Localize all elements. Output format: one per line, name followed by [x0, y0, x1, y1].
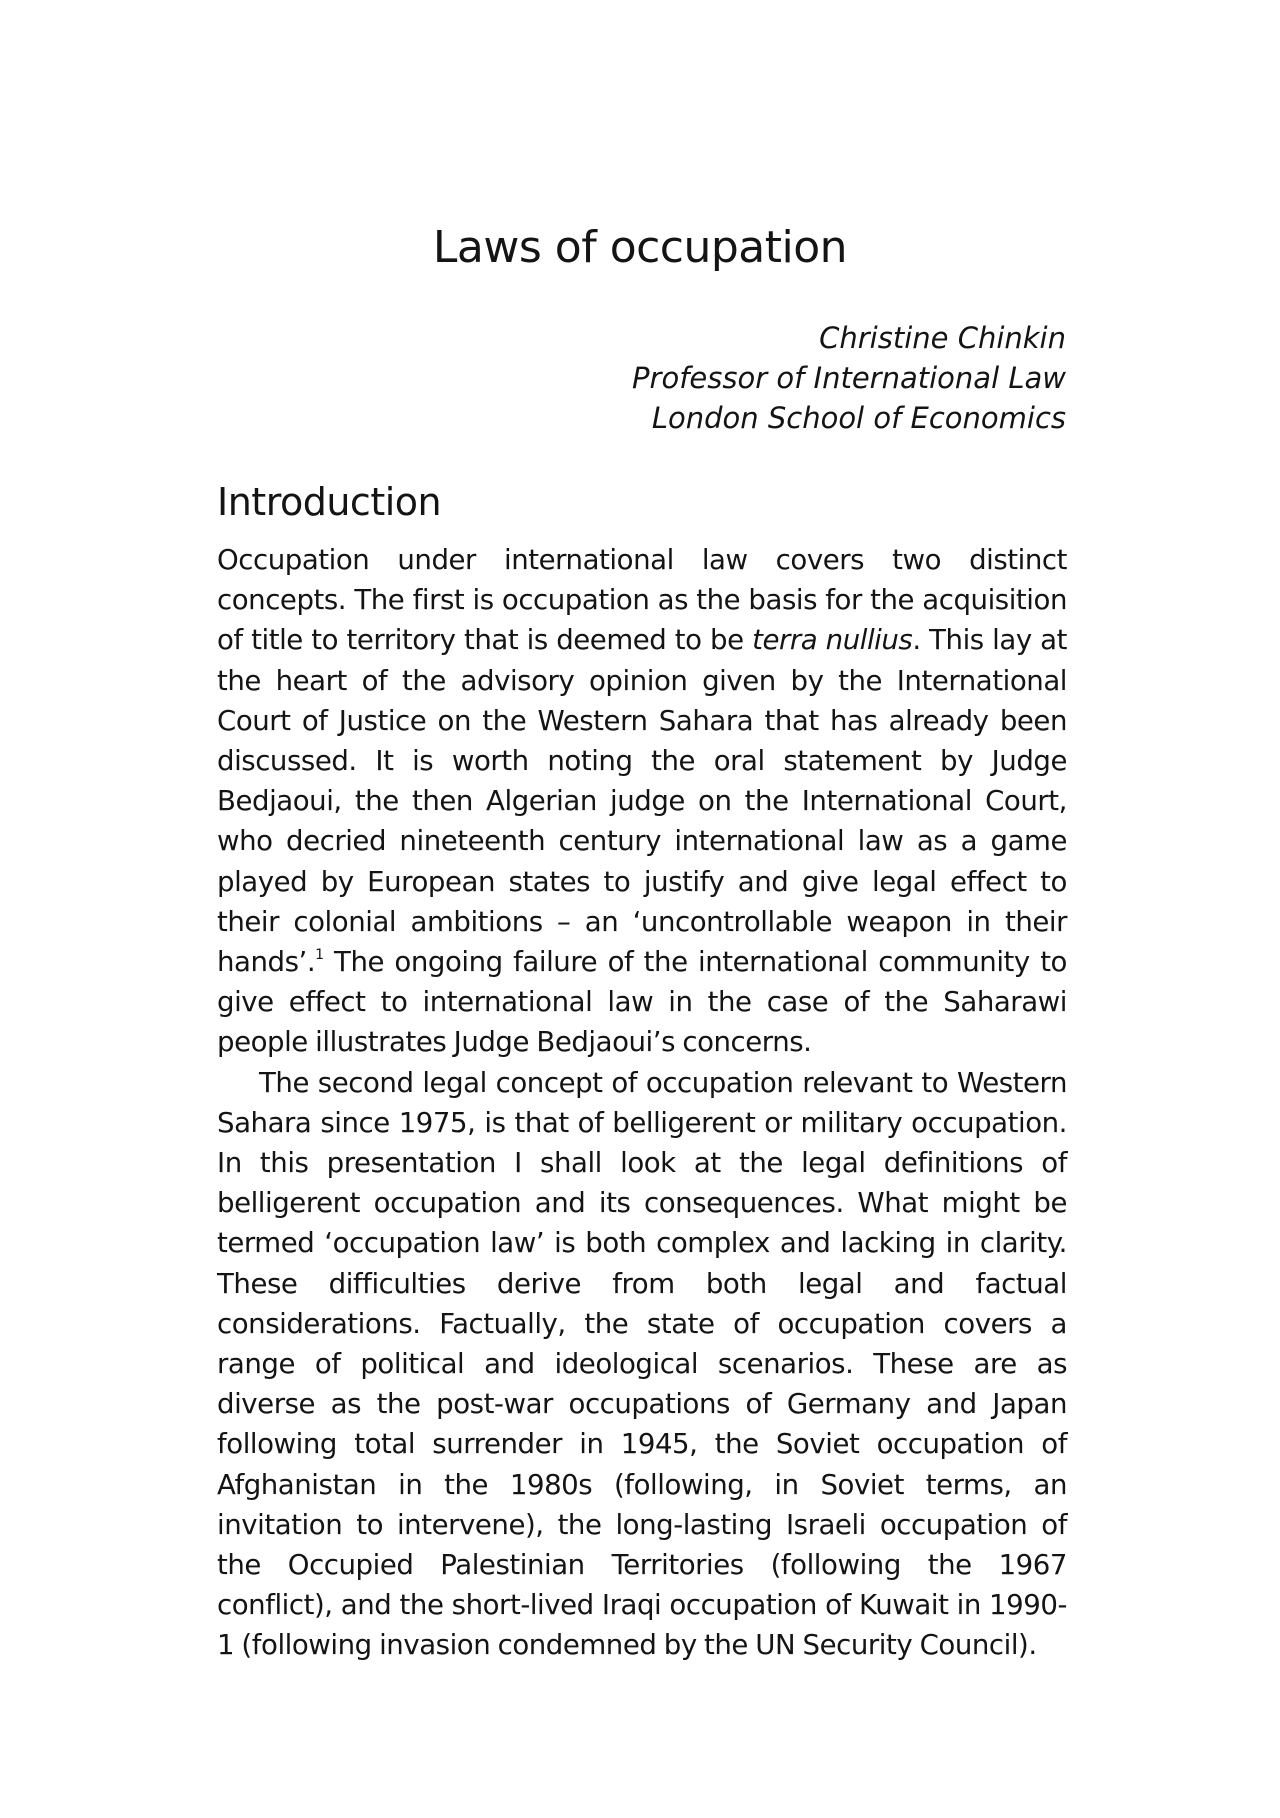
- author-block: [632, 318, 1066, 438]
- paragraph-1: [217, 540, 1067, 1063]
- body-text: [217, 540, 1067, 1666]
- paragraph-1-part-2: . This lay at the heart of the advisory opinion given by the International Court of Justice on the Western Sahara that has already been discussed. It is worth noting the oral statement by Judge Bedjaoui, the then Algerian judge on the International Court, who decried nineteenth century international law as a game played by European states to justify and give legal effect to their colonial ambitions – an ‘uncontrollable weapon in their hands’.: [217, 623, 1067, 979]
- footnote-reference[interactable]: 1: [315, 947, 324, 964]
- paragraph-1-part-3: The ongoing failure of the international community to give effect to international law in the case of the Saharawi people illustrates Judge Bedjaoui’s concerns.: [217, 945, 1067, 1059]
- paragraph-1-part-1: Occupation under international law covers two distinct concepts. The first is occupation as the basis for the acquisition of title to territory that is deemed to be: [217, 543, 1067, 657]
- author-institution: London School of Economics: [651, 401, 1066, 435]
- author-name: Christine Chinkin: [819, 321, 1066, 355]
- italic-term: terra nullius: [752, 623, 913, 657]
- author-position: Professor of International Law: [632, 361, 1066, 395]
- section-heading: Introduction: [217, 480, 442, 524]
- document-title: Laws of occupation: [432, 222, 848, 273]
- paragraph-2: The second legal concept of occupation relevant to Western Sahara since 1975, is that of belligerent or military occupation. In this presentation I shall look at the legal definitions of belligerent occupation and its consequences. What might be termed ‘occupation law’ is both complex and lacking in clarity. These difficulties derive from both legal and factual considerations. Factually, the state of occupation covers a range of political and ideological scenarios. These are as diverse as the post-war occupations of Germany and Japan following total surrender in 1945, the Soviet occupation of Afghanistan in the 1980s (following, in Soviet terms, an invitation to intervene), the long-lasting Israeli occupation of the Occupied Palestinian Territories (following the 1967 conflict), and the short-lived Iraqi occupation of Kuwait in 1990-1 (following invasion condemned by the UN Security Council).: [217, 1065, 1067, 1662]
